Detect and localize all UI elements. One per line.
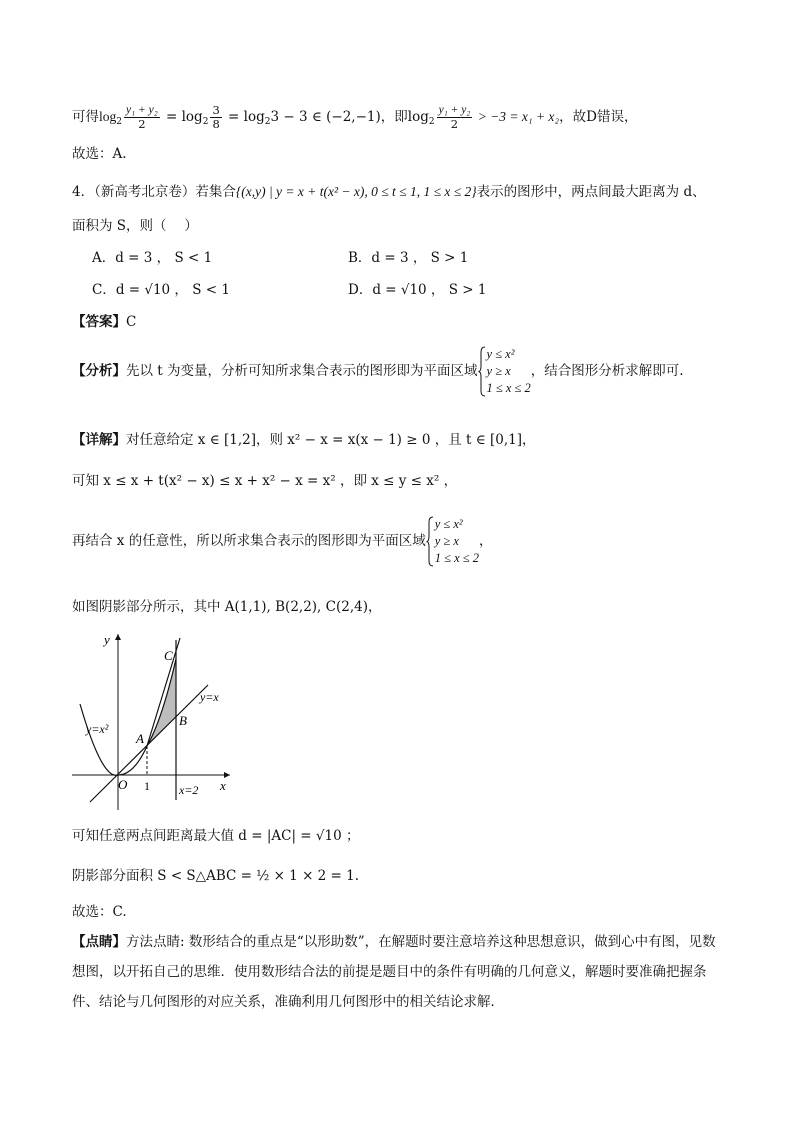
option-a: A．d = 3 ， S < 1	[92, 250, 213, 266]
analysis-line	[72, 346, 684, 397]
tip-paragraph	[72, 927, 727, 1017]
analysis-text2: ，结合图形分析求解即可.	[530, 363, 684, 379]
origin-label: O	[118, 777, 128, 792]
y-axis-label: y	[104, 632, 110, 647]
text-suffix: ，故D错误，	[559, 109, 638, 125]
option-c: C．d = √10 ， S < 1	[92, 282, 230, 298]
conclusion-line2: 阴影部分面积 S < S△ABC = ½ × 1 × 2 = 1.	[72, 868, 360, 884]
system-row: y ≥ x	[486, 364, 511, 378]
parabola-label: y=x²	[86, 722, 109, 736]
log-base-4: 2	[428, 117, 435, 127]
system-row: y ≤ x²	[434, 517, 463, 531]
option-d: D．d = √10 ， S > 1	[348, 282, 487, 298]
point-a-label: A	[136, 731, 144, 746]
conclusion-line1: 可知任意两点间距离最大值 d = |AC| = √10 ；	[72, 828, 360, 844]
log-1: log	[99, 109, 117, 124]
brace-icon	[426, 516, 434, 567]
eq-tail: > −3 = x₁ + x₂	[474, 109, 560, 124]
fraction-1	[124, 104, 160, 131]
point-b-label: B	[179, 713, 187, 728]
question-4-line2: 面积为 S，则（ ）	[72, 218, 198, 234]
set-expression: {(x,y) | y = x + t(x² − x), 0 ≤ t ≤ 1, 1 ≤ x ≤ 2}	[235, 184, 477, 199]
x2-label: x=2	[179, 783, 199, 797]
line-label: y=x	[200, 690, 219, 704]
detail-line2: 可知 x ≤ x + t(x² − x) ≤ x + x² − x = x² ，即 x ≤ y ≤ x² ，	[72, 473, 458, 489]
detail-text1: 对任意给定 x ∈ [1,2]，则 x² − x = x(x − 1) ≥ 0 ，且 t ∈ [0,1]，	[126, 432, 536, 448]
log-2: log	[407, 109, 429, 125]
question-head: 4．（新高考北京卷）若集合	[72, 184, 236, 200]
analysis-label: 【分析】	[72, 363, 126, 379]
detail-text3a: 再结合 x 的任意性，所以所求集合表示的图形即为平面区域	[72, 533, 426, 549]
fraction-3	[437, 104, 473, 131]
fraction-2-num: 3	[212, 103, 220, 117]
x-axis-label: x	[220, 778, 226, 793]
derivation-line	[72, 104, 637, 132]
text-mid: ，即	[380, 109, 408, 125]
tick-1-label: 1	[144, 779, 150, 793]
text-prefix: 可得	[72, 109, 99, 125]
detail-line4: 如图阴影部分所示，其中 A(1,1), B(2,2), C(2,4)，	[72, 599, 382, 615]
answer-line-prev: 故选：A.	[72, 146, 127, 162]
answer-line	[72, 312, 136, 332]
inequality-system-1	[478, 346, 531, 397]
fraction-3-den: 2	[450, 117, 459, 131]
system-row: 1 ≤ x ≤ 2	[434, 551, 479, 565]
option-b: B．d = 3 ， S > 1	[348, 250, 469, 266]
fraction-2-den: 8	[212, 117, 220, 131]
detail-line3	[72, 516, 492, 567]
fraction-1-num: y₁ + y₂	[126, 104, 158, 116]
analysis-text1: 先以 t 为变量，分析可知所求集合表示的图形即为平面区域	[126, 363, 478, 379]
fraction-2	[210, 104, 221, 131]
system-row: y ≥ x	[434, 534, 459, 548]
detail-line1	[72, 430, 536, 450]
detail-label: 【详解】	[72, 432, 126, 448]
log-base-3: 2	[264, 117, 271, 127]
log-base-1: 2	[116, 117, 122, 127]
answer-value: C	[126, 314, 137, 330]
detail-text3b: ，	[478, 533, 493, 549]
eq-rest: 3 − 3 ∈ (−2,−1)	[270, 109, 381, 125]
log-base-2: 2	[202, 117, 209, 127]
tip-text: 方法点睛: 数形结合的重点是“以形助数”，在解题时要注意培养这种思想意识，做到心中有图，见数想图，以开拓自己的思维．使用数形结合法的前提是题目中的条件有明确的几何意义，解题时要准确把握条件、结论与几何图形的对应关系，准确利用几何图形中的相关结论求解．	[72, 934, 716, 1010]
answer-label: 【答案】	[72, 314, 126, 330]
system-row: y ≤ x²	[486, 347, 515, 361]
tip-label: 【点睛】	[72, 934, 126, 950]
system-row: 1 ≤ x ≤ 2	[486, 381, 531, 395]
brace-icon	[478, 346, 486, 397]
eq-1: = log	[161, 109, 203, 125]
fraction-1-den: 2	[138, 117, 146, 131]
question-4-line1	[72, 182, 706, 202]
fraction-3-num: y₁ + y₂	[438, 104, 471, 116]
conclusion-line3: 故选：C.	[72, 904, 127, 920]
point-c-label: C	[164, 648, 173, 663]
inequality-system-2	[426, 516, 479, 567]
question-tail: 表示的图形中，两点间最大距离为 d、	[476, 184, 706, 200]
eq-2: = log	[223, 109, 265, 125]
region-figure	[72, 630, 242, 810]
